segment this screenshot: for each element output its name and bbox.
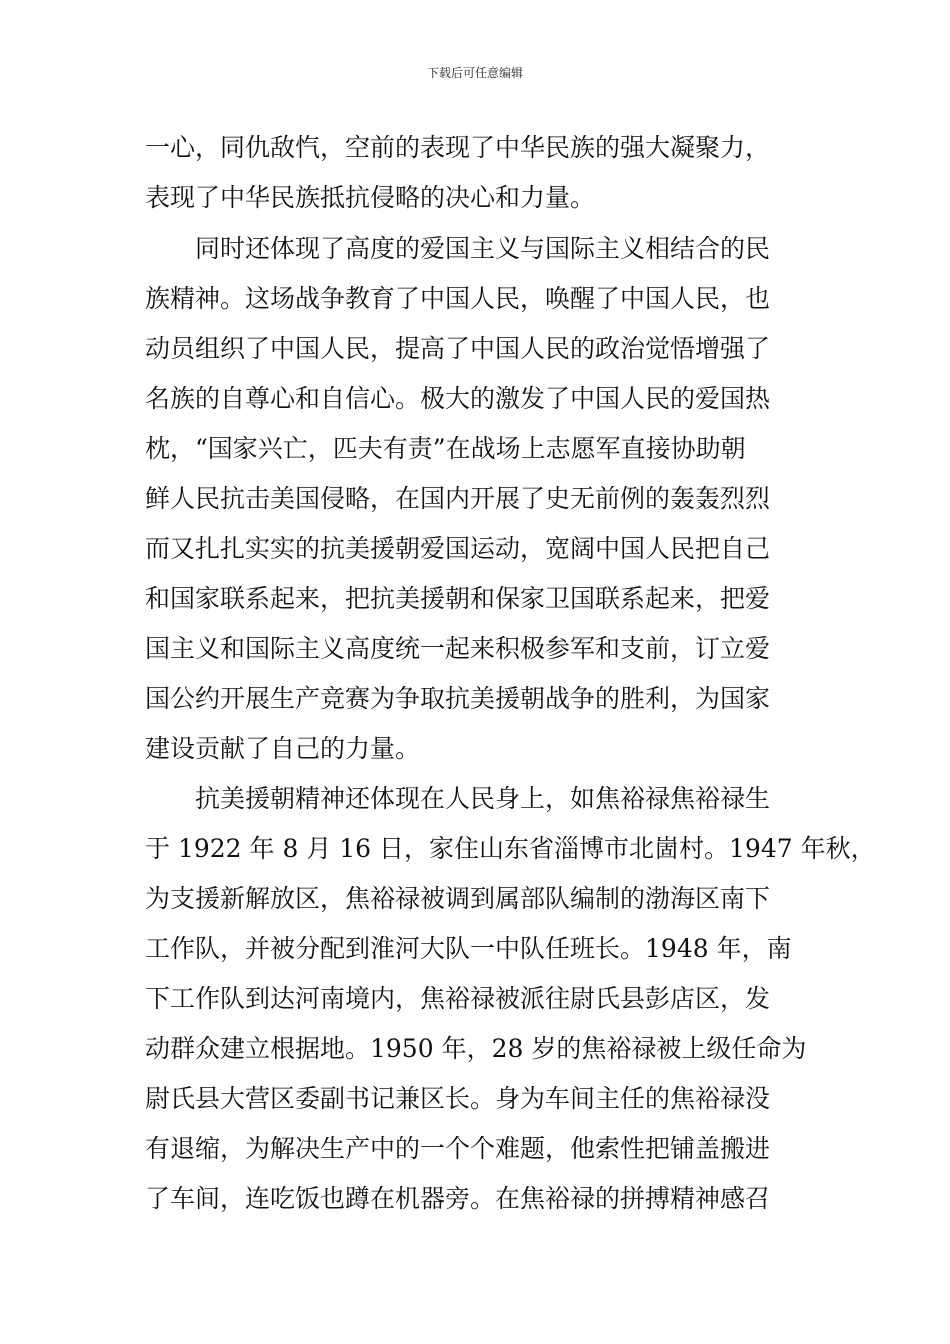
text-line: 枕，“国家兴亡，匹夫有责”在战场上志愿军直接协助朝 <box>145 434 746 463</box>
text-line: 有退缩，为解决生产中的一个个难题，他索性把铺盖搬进 <box>145 1134 771 1163</box>
text-line: 了车间，连吃饭也蹲在机器旁。在焦裕禄的拼搏精神感召 <box>145 1184 771 1213</box>
text-line: 族精神。这场战争教育了中国人民，唤醒了中国人民，也 <box>145 284 771 313</box>
page-header: 下载后可任意编辑 <box>426 66 523 80</box>
text-line: 尉氏县大营区委副书记兼区长。身为车间主任的焦裕禄没 <box>145 1084 771 1113</box>
text-line: 下工作队到达河南境内，焦裕禄被派往尉氏县彭店区，发 <box>145 984 771 1013</box>
text-line: 于 1922 年 8 月 16 日，家住山东省淄博市北崮村。1947 年秋， <box>145 834 876 863</box>
text-line: 名族的自尊心和自信心。极大的激发了中国人民的爱国热 <box>145 384 771 413</box>
text-line: 鲜人民抗击美国侵略，在国内开展了史无前例的轰轰烈烈 <box>145 484 771 513</box>
text-line: 建设贡献了自己的力量。 <box>145 734 421 763</box>
text-line: 同时还体现了高度的爱国主义与国际主义相结合的民 <box>145 234 771 263</box>
text-line: 动群众建立根据地。1950 年，28 岁的焦裕禄被上级任命为 <box>145 1034 807 1063</box>
text-line: 工作队，并被分配到淮河大队一中队任班长。1948 年，南 <box>145 934 792 963</box>
text-line: 为支援新解放区，焦裕禄被调到属部队编制的渤海区南下 <box>145 884 771 913</box>
text-line: 国主义和国际主义高度统一起来积极参军和支前，订立爱 <box>145 634 771 663</box>
text-line: 国公约开展生产竞赛为争取抗美援朝战争的胜利，为国家 <box>145 684 771 713</box>
text-line: 表现了中华民族抵抗侵略的决心和力量。 <box>145 183 596 212</box>
text-line: 动员组织了中国人民，提高了中国人民的政治觉悟增强了 <box>145 334 771 363</box>
text-line: 而又扎扎实实的抗美援朝爱国运动，宽阔中国人民把自己 <box>145 534 771 563</box>
text-line: 一心，同仇敌忾，空前的表现了中华民族的强大凝聚力， <box>145 133 771 162</box>
text-line: 和国家联系起来，把抗美援朝和保家卫国联系起来，把爱 <box>145 584 771 613</box>
text-line: 抗美援朝精神还体现在人民身上，如焦裕禄焦裕禄生 <box>145 784 771 813</box>
